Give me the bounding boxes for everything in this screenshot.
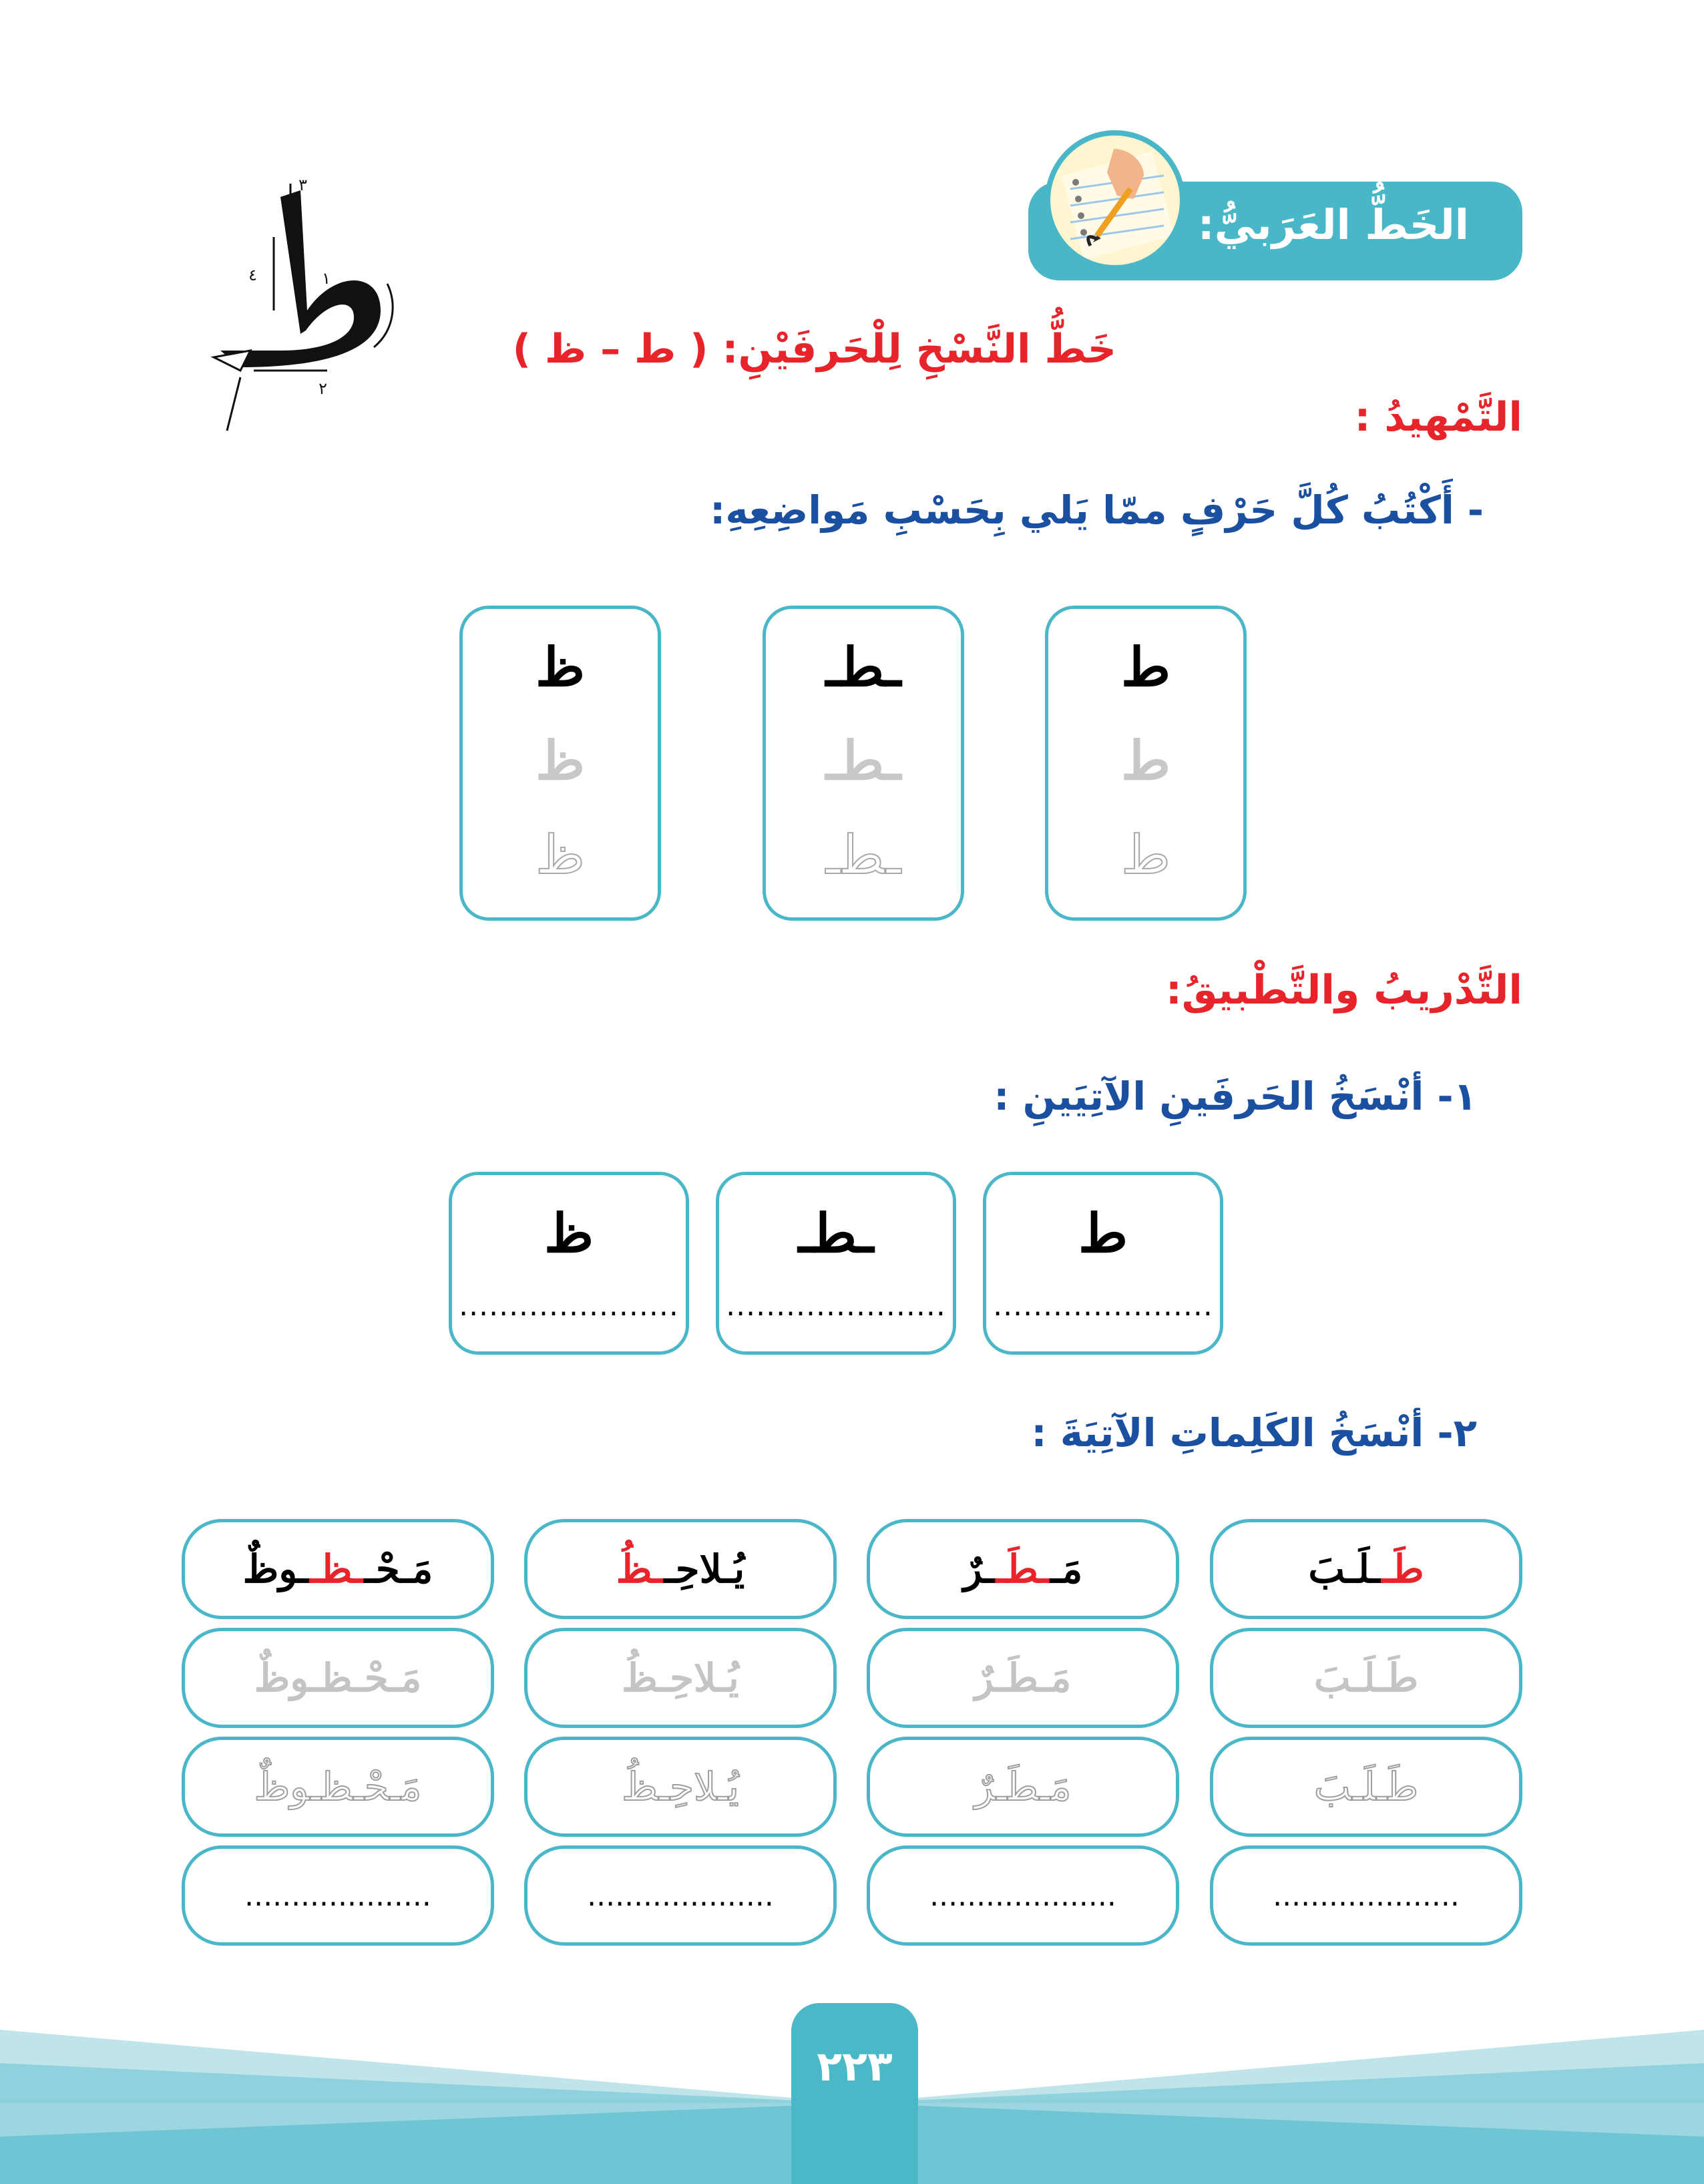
stroke-order-guide [200,170,414,437]
exercise2-instruction: ٢- أنْسَخُ الكَلِماتِ الآتِيَةَ : [1031,1410,1477,1456]
word-model: مَـحْــظــوظٌ [182,1519,494,1619]
stroke-step-4: ٤ [248,266,257,284]
letter-solid: ط [1121,636,1170,698]
writing-line[interactable]: ...................... [459,1289,679,1323]
writing-line[interactable]: ...................... [726,1289,946,1323]
letter-position-box [763,606,964,921]
letter-solid: ظ [536,636,585,698]
word-writing-line[interactable]: .................... [867,1845,1179,1946]
section-title: الخَطُّ العَرَبيُّ: [1197,200,1469,249]
lesson-title: خَطُّ النَّسْخِ لِلْحَرفَيْنِ: ( ط – ظ ) [512,326,1116,373]
intro-heading: التَّمْهيدُ : [1354,394,1522,441]
writing-line[interactable]: ...................... [993,1289,1213,1323]
word-grey: طَـلَـبَ [1210,1628,1522,1728]
page-number-tab [791,2003,918,2184]
letter-grey: ط [1121,729,1170,792]
letter-solid: ـطـ [825,636,901,698]
letter-trace: ـطـ [825,824,901,886]
word-model: طَــلَـبَ [1210,1519,1522,1619]
intro-instruction: - أَكْتُبُ كُلَّ حَرْفٍ ممّا يَلي بِحَسْبِ مَواضِعِهِ: [710,487,1484,533]
word-trace: مَـحْـظـوظٌ [182,1737,494,1837]
calligraphy-letter-shape [220,190,381,367]
copy-letter: ط [1078,1202,1128,1265]
copy-letter-box[interactable] [983,1172,1223,1355]
word-trace: طَـلَـبَ [1210,1737,1522,1837]
word-writing-line[interactable]: .................... [182,1845,494,1946]
practice-heading: التَّدْريبُ والتَّطْبيقُ: [1165,967,1522,1014]
letter-position-box [459,606,661,921]
letter-position-box [1045,606,1247,921]
word-trace: مَـطَـرٌ [867,1737,1179,1837]
word-grey: مَـحْـظـوظٌ [182,1628,494,1728]
page-number: ٢٢٣ [817,2042,893,2091]
word-grey: يُـلاحِـظُ [524,1628,837,1728]
copy-letter-box[interactable] [449,1172,689,1355]
stroke-step-3: ٣ [298,176,307,194]
letter-grey: ظ [536,729,585,792]
copy-letter: ـطـ [798,1202,874,1265]
copy-letter: ظ [544,1202,594,1265]
word-grey: مَـطَـرٌ [867,1628,1179,1728]
stroke-step-1: ١ [322,269,331,288]
word-writing-line[interactable]: .................... [1210,1845,1522,1946]
letter-trace: ط [1121,824,1170,886]
word-model: مَــطَــرٌ [867,1519,1179,1619]
word-model: يُـلاحِــظُ [524,1519,837,1619]
letter-grey: ـطـ [825,729,901,792]
copy-letter-box[interactable] [716,1172,956,1355]
stroke-step-2: ٢ [318,379,327,398]
writing-hand-icon [1045,130,1185,270]
word-writing-line[interactable]: .................... [524,1845,837,1946]
letter-trace: ظ [536,824,585,886]
word-trace: يُـلاحِـظُ [524,1737,837,1837]
exercise1-instruction: ١- أنْسَخُ الحَرفَينِ الآتِيَينِ : [994,1074,1477,1119]
